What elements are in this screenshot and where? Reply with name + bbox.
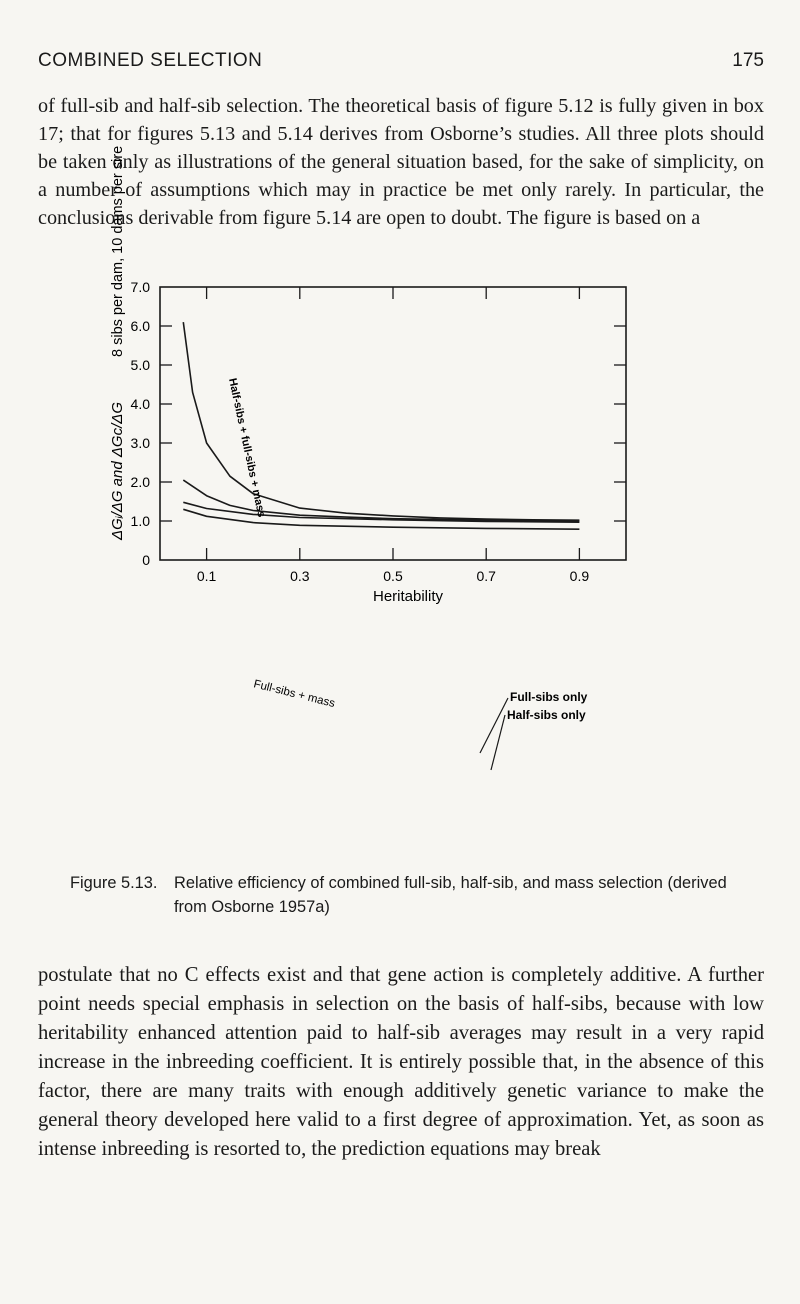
body-paragraph-bottom: postulate that no C effects exist and that gene action is completely additive. A further point needs special emphasis in selection on the basis of half-sibs, because with low heritability enhanced attention paid to half-sib averages may result in a very rapid increase in the inbreeding coefficient. It is entirely possible that, in the absence of this factor, there are many traits with enough additively genetic variance to make the general theory developed here valid to a first degree of approximation. Yet, as soon as intense inbreeding is resorted to, the prediction equations may break bbox=[38, 964, 764, 1160]
x-tick-label: 0.5 bbox=[383, 568, 403, 584]
legend-pointer-2 bbox=[491, 715, 505, 770]
x-tick-label: 0.3 bbox=[290, 568, 310, 584]
curve-label-fullsib-mass: Full-sibs + mass bbox=[252, 678, 337, 711]
y-tick-label: 3.0 bbox=[130, 435, 150, 451]
x-tick-label: 0.1 bbox=[196, 568, 217, 584]
legend-fullsibs-only: Full-sibs only bbox=[510, 690, 588, 704]
section-title: COMBINED SELECTION bbox=[38, 50, 263, 71]
x-axis-label: Heritability bbox=[372, 588, 444, 605]
y-tick-label: 1.0 bbox=[130, 513, 150, 529]
caption-label: Figure 5.13. bbox=[70, 874, 158, 892]
caption-text: Relative efficiency of combined full-sib, half-sib, and mass selection (derived from Osborne 1957a) bbox=[174, 874, 727, 916]
curve-label-combined: Half-sibs + full-sibs + mass bbox=[226, 377, 268, 519]
body-paragraph-top: of full-sib and half-sib selection. The theoretical basis of figure 5.12 is fully given in box 17; that for figures 5.13 and 5.14 derives from Osborne’s studies. All three plots should be taken only as illustrations of the general situation based, for the sake of simplicity, on a number of assumptions which may in practice be met only rarely. In particular, the conclusions derivable from figure 5.14 are open to doubt. The figure is based on a bbox=[38, 95, 764, 229]
page-number: 175 bbox=[732, 50, 764, 71]
y-tick-label: 4.0 bbox=[130, 396, 150, 412]
x-tick-label: 0.7 bbox=[476, 568, 496, 584]
y-axis-label-main: ΔGᵢ/ΔG and ΔGc/ΔG bbox=[109, 402, 126, 540]
y-axis-label-secondary: 8 sibs per dam, 10 dams per sire bbox=[110, 145, 126, 357]
legend-halfsibs-only: Half-sibs only bbox=[507, 708, 586, 722]
legend-pointer-1 bbox=[480, 698, 508, 753]
x-tick-label: 0.9 bbox=[569, 568, 590, 584]
y-tick-label: 6.0 bbox=[130, 318, 150, 334]
axis-ticks bbox=[131, 279, 626, 584]
running-header bbox=[38, 50, 764, 80]
y-tick-label: 2.0 bbox=[130, 474, 150, 490]
y-tick-label: 5.0 bbox=[130, 357, 150, 373]
chart-labels bbox=[109, 146, 588, 770]
y-tick-label: 0 bbox=[142, 552, 150, 568]
y-tick-label: 7.0 bbox=[130, 279, 150, 295]
